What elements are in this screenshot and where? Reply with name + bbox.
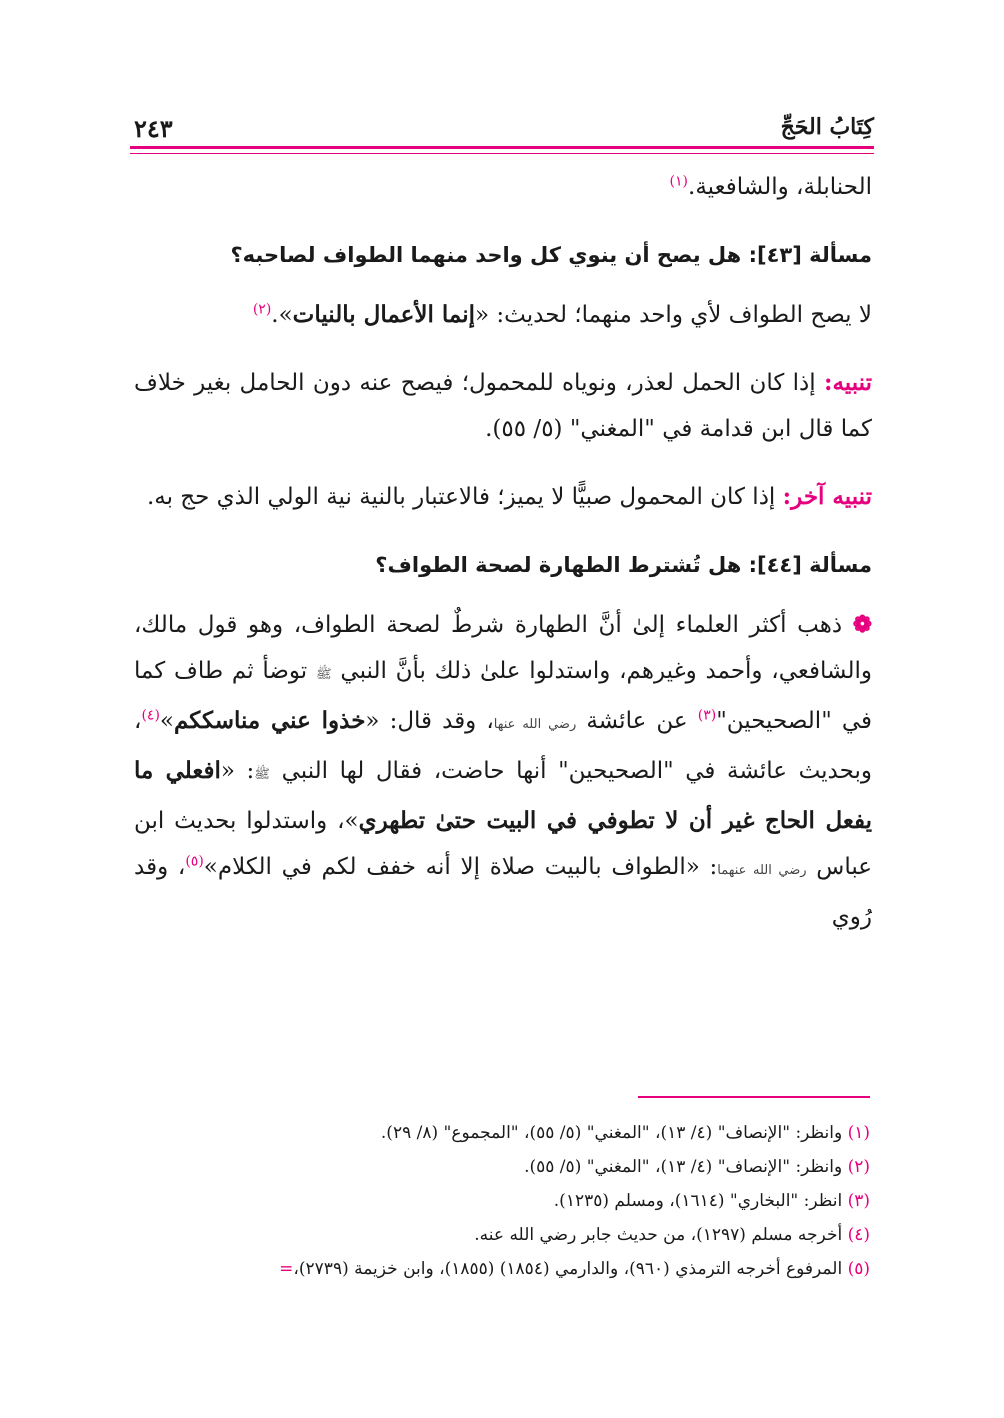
continuation-mark: = — [279, 1259, 294, 1279]
continuation-text: الحنابلة، والشافعية. — [688, 174, 872, 200]
salawat-glyph: ﷺ — [254, 767, 270, 782]
note-label: تنبيه آخر: — [782, 483, 872, 510]
footnote-number: (٣) — [847, 1191, 870, 1211]
question-43 — [134, 232, 872, 278]
footnote-3 — [134, 1184, 870, 1218]
answer-text: عن عائشة — [586, 708, 688, 734]
footnote-number: (١) — [847, 1123, 870, 1143]
running-header — [134, 110, 874, 150]
footnote-text: وانظر: "الإنصاف" (٤/ ١٣)، "المغني" (٥/ ٥٥)، "المجموع" (٨/ ٢٩). — [380, 1123, 843, 1143]
footnote-separator — [638, 1096, 870, 1098]
footnote-2 — [134, 1150, 870, 1184]
question-text: هل يصح أن ينوي كل واحد منهما الطواف لصاحبه؟ — [230, 243, 742, 267]
book-title: كِتَابُ الحَجِّ — [780, 114, 874, 140]
hadith-quote: خذوا عني مناسككم — [173, 707, 366, 734]
question-label: مسألة [٤٣]: — [748, 243, 872, 267]
footnote-ref-5: (٥) — [185, 853, 204, 870]
answer-44 — [134, 602, 872, 940]
answer-43 — [134, 292, 872, 338]
footnote-number: (٢) — [847, 1157, 870, 1177]
answer-text: ذهب أكثر العلماء إلىٰ أنَّ الطهارة شرطٌ لصحة الطواف، وهو قول مالك، والشافعي، وأحمد وغيرهم، واستدلوا علىٰ ذلك بأنَّ النبي — [134, 612, 873, 684]
footnote-text: المرفوع أخرجه الترمذي (٩٦٠)، والدارمي (١٨٥٤) (١٨٥٥)، وابن خزيمة (٢٧٣٩)، — [293, 1259, 843, 1279]
footnote-ref-2: (٢) — [252, 301, 272, 318]
footnote-ref-1: (١) — [669, 173, 689, 190]
answer-text: » — [159, 708, 174, 734]
header-rule-thin — [130, 153, 874, 154]
footnote-number: (٥) — [847, 1259, 870, 1279]
footnote-ref-3: (٣) — [697, 707, 717, 724]
honorific: رضي الله عنهما — [717, 863, 807, 878]
answer-text: ، وقد قال: « — [365, 708, 494, 734]
question-label: مسألة [٤٤]: — [748, 553, 872, 577]
footnote-text: أخرجه مسلم (١٢٩٧)، من حديث جابر رضي الله عنه. — [474, 1225, 843, 1245]
answer-end: ». — [271, 302, 293, 328]
hadith-quote: افعلي ما يفعل الحاج غير أن لا تطوفي في البيت حتىٰ تطهري — [134, 757, 872, 834]
paragraph-ornament-icon: ❁ — [852, 611, 872, 638]
footnote-4 — [134, 1218, 870, 1252]
header-rule-thick — [130, 146, 874, 149]
salawat-glyph: ﷺ — [315, 667, 332, 682]
note-text: إذا كان الحمل لعذر، ونوياه للمحمول؛ فيصح عنه دون الحامل بغير خلاف كما قال ابن قدامة في "المغني" (٥/ ٥٥). — [134, 370, 872, 442]
note-text: إذا كان المحمول صبيًّا لا يميز؛ فالاعتبار بالنية نية الولي الذي حج به. — [146, 484, 776, 510]
footnote-text: انظر: "البخاري" (١٦١٤)، ومسلم (١٢٣٥). — [553, 1191, 843, 1211]
footnote-text: وانظر: "الإنصاف" (٤/ ١٣)، "المغني" (٥/ ٥٥). — [524, 1157, 843, 1177]
footnote-5 — [134, 1252, 870, 1286]
paragraph-continuation — [134, 164, 872, 210]
footnote-ref-4: (٤) — [141, 707, 160, 724]
question-44 — [134, 542, 872, 588]
honorific: رضي الله عنها — [493, 717, 577, 732]
answer-text: »، واستدلوا بحديث ابن عباس — [134, 808, 872, 880]
answer-text: ، وقد رُوي — [134, 854, 872, 930]
note-2 — [134, 474, 872, 520]
main-text — [134, 164, 872, 940]
answer-text: توضأ ثم طاف كما في "الصحيحين" — [134, 658, 873, 734]
footnote-1 — [134, 1116, 870, 1150]
footnotes — [134, 1116, 870, 1286]
hadith-quote: إنما الأعمال بالنيات — [292, 301, 475, 328]
question-text: هل تُشترط الطهارة لصحة الطواف؟ — [375, 553, 742, 577]
answer-text: لا يصح الطواف لأي واحد منهما؛ لحديث: « — [475, 302, 872, 328]
note-label: تنبيه: — [823, 369, 872, 396]
answer-text: ، وبحديث عائشة في "الصحيحين" أنها حاضت، فقال لها النبي — [134, 708, 872, 784]
page-number: ٢٤٣ — [134, 114, 173, 143]
footnote-number: (٤) — [847, 1225, 870, 1245]
note-1 — [134, 360, 872, 452]
answer-text: : «الطواف بالبيت صلاة إلا أنه خفف لكم في الكلام» — [203, 854, 718, 880]
answer-text: : « — [220, 758, 255, 784]
